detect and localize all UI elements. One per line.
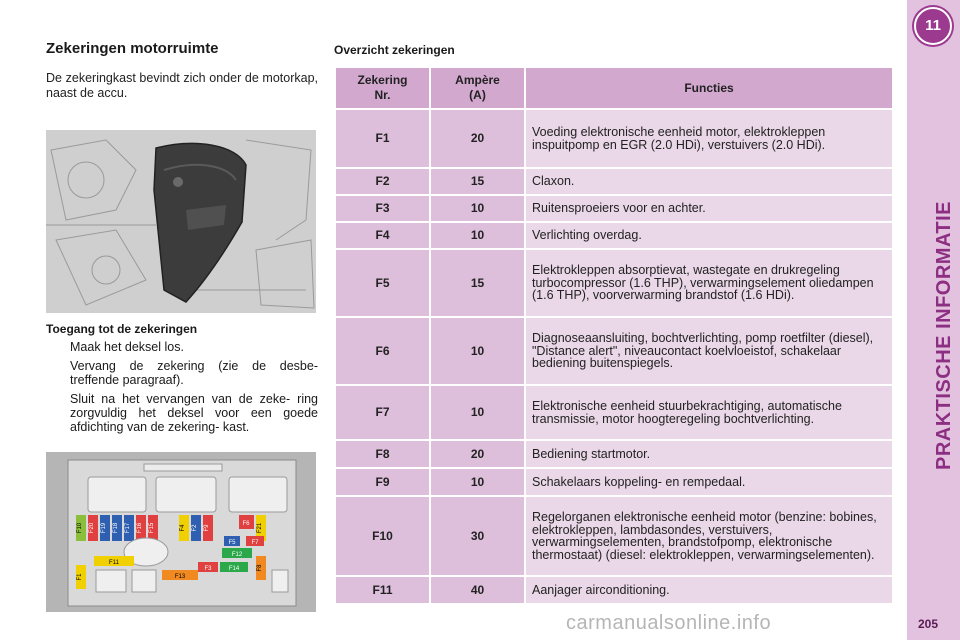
fuse-label: F1 (77, 573, 83, 581)
fuse-label: F11 (109, 560, 119, 566)
fuse-label: F19 (101, 522, 107, 534)
left-column (46, 40, 318, 101)
fuse-number-cell: F8 (335, 440, 430, 468)
amperage-cell: 10 (430, 385, 525, 440)
overview-title: Overzicht zekeringen (334, 43, 455, 57)
function-cell: Schakelaars koppeling- en rempedaal. (525, 468, 893, 496)
list-item (46, 359, 318, 387)
function-cell: Elektronische eenheid stuurbekrachtiging, automatische transmissie, motor hoogteregeling bochtverlichting. (525, 385, 893, 440)
intro-text: De zekeringkast bevindt zich onder de motorkap, naast de accu. (46, 71, 318, 100)
step-text: Maak het deksel los. (70, 340, 184, 354)
fuse-label: F12 (231, 552, 243, 558)
fuse-number-cell: F5 (335, 249, 430, 317)
fuse-label: F7 (251, 540, 259, 546)
fuse-label: F2 (192, 524, 198, 532)
amperage-cell: 10 (430, 317, 525, 385)
fuse-label: F20 (89, 522, 95, 534)
list-item (46, 340, 318, 354)
table-row (335, 440, 893, 468)
fuse-label: F18 (113, 522, 119, 534)
engine-bay-photo (46, 130, 316, 313)
fuse-number-cell: F6 (335, 317, 430, 385)
amperage-cell: 20 (430, 440, 525, 468)
header-amperage: Ampère (A) (430, 67, 525, 109)
step-text: Vervang de zekering (zie de desbe- treffende paragraaf). (70, 359, 318, 387)
function-cell: Elektrokleppen absorptievat, wastegate en drukregeling turbocompressor (1.6 THP), verwarmingselement oliedampen (1.6 THP), voorverwarming brandstof (1.6 HDi). (525, 249, 893, 317)
function-cell: Ruitensproeiers voor en achter. (525, 195, 893, 222)
header-functions: Functies (525, 67, 893, 109)
function-cell: Verlichting overdag. (525, 222, 893, 249)
function-cell: Bediening startmotor. (525, 440, 893, 468)
table-row (335, 496, 893, 576)
amperage-cell: 40 (430, 576, 525, 604)
access-title: Toegang tot de zekeringen (46, 322, 198, 336)
fuse-label: F17 (125, 522, 131, 534)
fuse-label: F16 (137, 522, 143, 534)
function-cell: Claxon. (525, 168, 893, 195)
amperage-cell: 15 (430, 168, 525, 195)
fuse-label: F21 (257, 522, 263, 534)
fuse-number-cell: F2 (335, 168, 430, 195)
fuse-label: F10 (77, 522, 83, 534)
fuse-number-cell: F4 (335, 222, 430, 249)
fuse-access-section (46, 322, 318, 439)
function-cell: Diagnoseaansluiting, bochtverlichting, pomp roetfilter (diesel), "Distance alert", niveaucontact koelvloeistof, schakelaar bediening buitenspiegels. (525, 317, 893, 385)
fuse-number-cell: F9 (335, 468, 430, 496)
function-cell: Regelorganen elektronische eenheid motor (benzine: bobines, elektrokleppen, lambdasondes, verstuivers, verwarmingselementen, brandstofpomp, elektronische thermostaat) (diesel: elektrokleppen, verwarmingselementen). (525, 496, 893, 576)
watermark: carmanualsonline.info (566, 612, 772, 634)
table-row (335, 576, 893, 604)
function-cell: Aanjager airconditioning. (525, 576, 893, 604)
table-row (335, 385, 893, 440)
function-cell: Voeding elektronische eenheid motor, elektrokleppen inspuitpomp en EGR (2.0 HDi), verstuivers (2.0 HDi). (525, 109, 893, 168)
fuse-label: F4 (180, 524, 186, 532)
fuse-label: F5 (228, 540, 236, 546)
fuse-number-cell: F7 (335, 385, 430, 440)
amperage-cell: 30 (430, 496, 525, 576)
fuse-label: F6 (242, 521, 250, 527)
fuse-number-cell: F1 (335, 109, 430, 168)
amperage-cell: 10 (430, 222, 525, 249)
table-row (335, 168, 893, 195)
header-fuse-number: Zekering Nr. (335, 67, 430, 109)
chapter-title: PRAKTISCHE INFORMATIE (933, 200, 955, 470)
page-number: 205 (918, 617, 939, 631)
fuse-label: F8 (257, 564, 263, 572)
table-row (335, 317, 893, 385)
fuse-label: F15 (149, 522, 155, 534)
fuse-number-cell: F10 (335, 496, 430, 576)
fuse-label: F13 (174, 574, 186, 580)
chapter-number-badge: 11 (914, 7, 952, 45)
fuse-box-illustration (46, 452, 316, 612)
fuse-number-cell: F11 (335, 576, 430, 604)
fuse-label: F3 (204, 566, 212, 572)
fuse-label: F14 (228, 566, 240, 572)
access-steps (46, 340, 318, 434)
fuse-box-diagram (46, 452, 316, 612)
table-row (335, 468, 893, 496)
list-item (46, 392, 318, 434)
table-row (335, 249, 893, 317)
step-text: Sluit na het vervangen van de zeke- ring zorgvuldig het deksel voor een goede afdichting van de zekering- kast. (70, 392, 318, 434)
amperage-cell: 10 (430, 468, 525, 496)
amperage-cell: 15 (430, 249, 525, 317)
table-row (335, 222, 893, 249)
table-header-row (335, 67, 893, 109)
amperage-cell: 10 (430, 195, 525, 222)
fuse-table (334, 66, 894, 605)
amperage-cell: 20 (430, 109, 525, 168)
table-row (335, 195, 893, 222)
engine-bay-illustration (46, 130, 316, 313)
section-title: Zekeringen motorruimte (46, 40, 219, 57)
table-row (335, 109, 893, 168)
fuse-label: F9 (204, 524, 210, 532)
fuse-number-cell: F3 (335, 195, 430, 222)
